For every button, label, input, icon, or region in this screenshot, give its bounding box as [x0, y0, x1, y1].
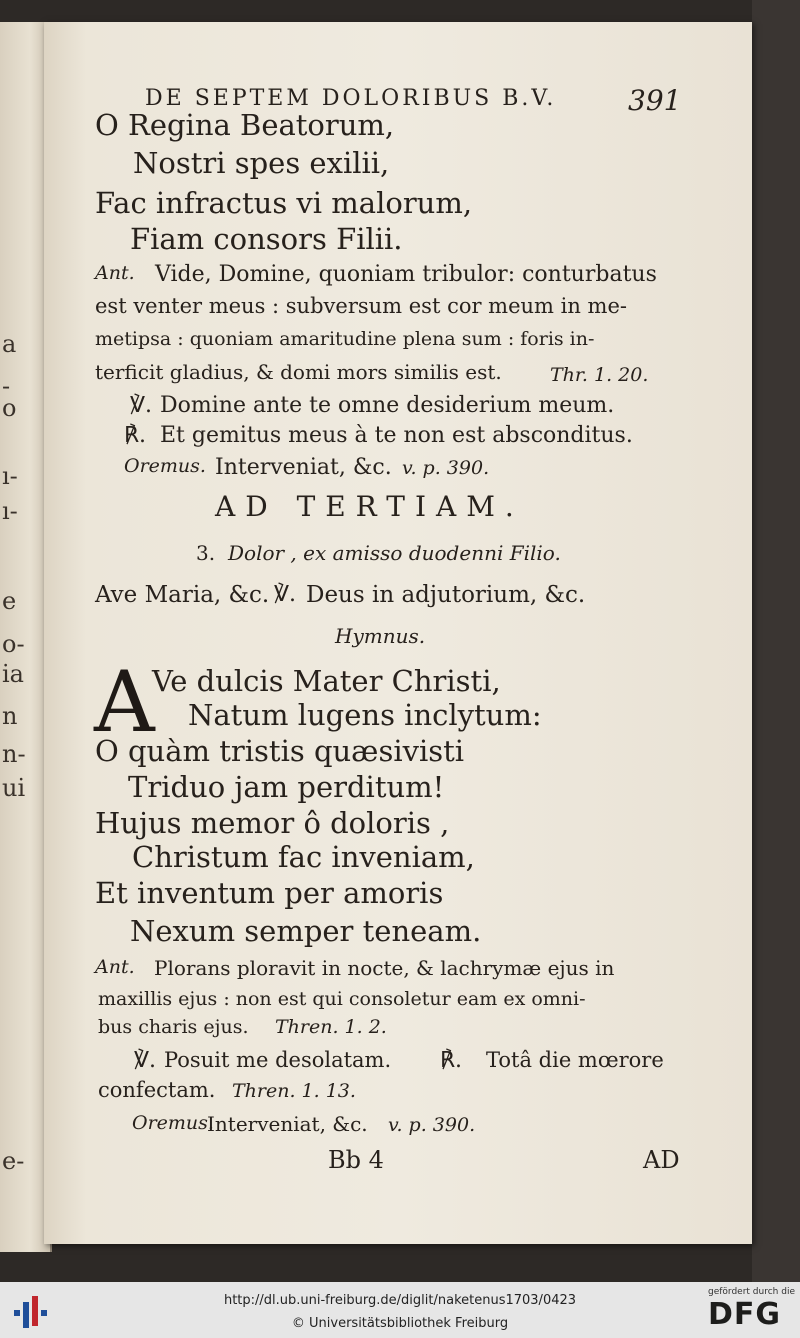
hymn-line: Triduo jam perditum!	[128, 770, 445, 804]
section-heading: AD TERTIAM.	[215, 490, 524, 523]
scripture-reference: Thren. 1. 13.	[232, 1080, 356, 1102]
running-head: DE SEPTEM DOLORIBUS B.V.	[145, 86, 557, 111]
left-page-fragment: ia	[2, 660, 24, 688]
versicle-symbol: ℣.	[134, 1048, 157, 1073]
antiphon-label: Ant.	[95, 956, 135, 978]
scan-edge-shadow	[752, 0, 800, 1282]
invocation-line: Deus in adjutorium, &c.	[306, 582, 586, 608]
hymn-line: Hujus memor ô doloris ,	[95, 806, 450, 840]
left-page-fragment: ui	[2, 774, 26, 802]
hymn-line: Natum lugens inclytum:	[188, 698, 542, 732]
left-page-fragment: e	[2, 587, 17, 615]
prose-line: maxillis ejus : non est qui consoletur eam ex omni-	[98, 988, 586, 1010]
invocation-line: Ave Maria, &c.	[95, 582, 270, 608]
prose-line: est venter meus : subversum est cor meum in me-	[95, 294, 627, 318]
page-reference: v. p. 390.	[402, 457, 490, 479]
versicle-symbol: ℣.	[274, 582, 297, 607]
oremus-label: Oremus.	[124, 455, 206, 477]
copyright-notice: © Universitätsbibliothek Freiburg	[291, 1316, 509, 1331]
permalink-url[interactable]: http://dl.ub.uni-freiburg.de/diglit/naketenus1703/0423	[223, 1293, 577, 1308]
left-page-fragment: o-	[2, 630, 25, 658]
hymn-line: Christum fac inveniam,	[132, 840, 475, 874]
verse-line: Fiam consors Filii.	[130, 222, 403, 256]
response-line: confectam.	[98, 1078, 216, 1102]
versicle-line: Posuit me desolatam.	[164, 1048, 392, 1072]
response-symbol: ℟.	[440, 1048, 463, 1073]
left-page-fragment: e-	[2, 1147, 25, 1175]
versicle-symbol: ℣.	[130, 393, 153, 418]
catchword: AD	[643, 1146, 680, 1174]
left-page-fragment: -	[2, 372, 11, 400]
sorrow-title: Dolor , ex amisso duodenni Filio.	[228, 541, 561, 565]
left-page-fragment: a	[2, 330, 17, 358]
signature-mark: Bb 4	[328, 1146, 384, 1174]
hymn-line: Nexum semper teneam.	[130, 914, 482, 948]
verse-line: O Regina Beatorum,	[95, 108, 395, 142]
response-line: Et gemitus meus à te non est absconditus.	[160, 423, 633, 448]
scripture-reference: Thr. 1. 20.	[550, 364, 649, 386]
left-page-fragment: ı-	[2, 462, 18, 490]
funder-caption: gefördert durch die	[708, 1287, 795, 1297]
hymn-line: O quàm tristis quæsivisti	[95, 734, 465, 768]
verse-line: Nostri spes exilii,	[133, 146, 390, 180]
prose-line: bus charis ejus.	[98, 1016, 249, 1038]
left-page-fragment: o	[2, 394, 17, 422]
response-line: Totâ die mœrore	[486, 1048, 664, 1072]
prose-line: Plorans ploravit in nocte, & lachrymæ ejus in	[154, 956, 615, 980]
dfg-logo[interactable]: DFG	[708, 1297, 782, 1332]
response-symbol: ℟.	[124, 423, 147, 448]
sorrow-number: 3.	[196, 541, 216, 565]
antiphon-label: Ant.	[95, 262, 135, 284]
prayer-line: Interveniat, &c.	[215, 455, 392, 480]
left-page-fragment: n	[2, 702, 18, 730]
hymn-line: Ve dulcis Mater Christi,	[152, 664, 501, 698]
left-page-fragment: n-	[2, 740, 26, 768]
oremus-label: Oremus.	[132, 1112, 214, 1134]
prose-line: metipsa : quoniam amaritudine plena sum : foris in-	[95, 328, 595, 350]
page-number: 391	[628, 84, 682, 117]
drop-cap: A	[94, 653, 155, 751]
hymn-line: Et inventum per amoris	[95, 876, 444, 910]
prose-line: Vide, Domine, quoniam tribulor: conturbatus	[155, 262, 657, 287]
prose-line: terficit gladius, & domi mors similis est.	[95, 360, 502, 384]
scripture-reference: Thren. 1. 2.	[275, 1016, 387, 1038]
versicle-line: Domine ante te omne desiderium meum.	[160, 393, 615, 418]
left-page-fragment: ı-	[2, 497, 18, 525]
page-reference: v. p. 390.	[388, 1114, 476, 1136]
verse-line: Fac infractus vi malorum,	[95, 186, 473, 220]
hymn-heading: Hymnus.	[335, 624, 426, 648]
prayer-line: Interveniat, &c.	[207, 1112, 368, 1136]
